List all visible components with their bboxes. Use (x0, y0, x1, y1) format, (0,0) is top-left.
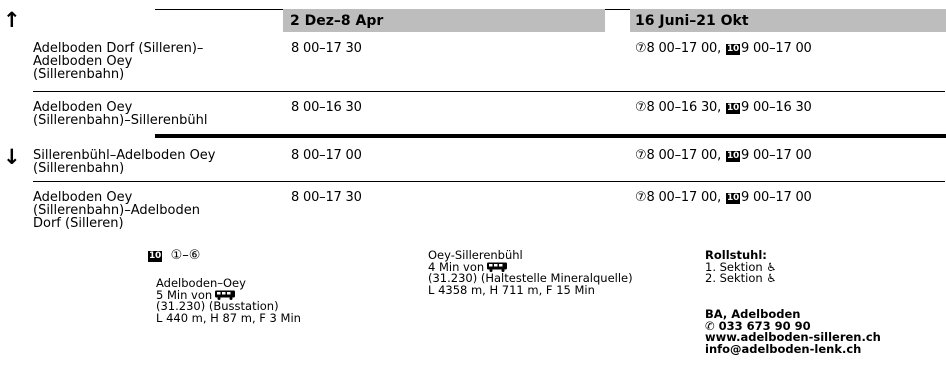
route-name (33, 191, 200, 230)
weekday-range: ①–⑥ (170, 248, 201, 263)
access-walk-time: 5 Min von (156, 287, 213, 302)
access-stats: L 4358 m, H 711 m, F 15 Min (428, 282, 595, 297)
sunday-symbol: ⑦ (635, 148, 647, 163)
route-line: Dorf (Silleren) (33, 216, 124, 231)
summer-time-1: 8 00–17 00, (646, 190, 722, 205)
sunday-symbol: ⑦ (635, 100, 647, 115)
summer-time-2: 9 00–17 00 (740, 148, 812, 163)
contact-info (705, 309, 881, 355)
wheelchair-icon: ♿ (766, 259, 777, 274)
wheelchair-item (705, 273, 777, 285)
access-stop: (31.230) (Haltestelle Mineralquelle) (428, 271, 633, 285)
footnote-10-badge: 10 (727, 151, 739, 161)
winter-period: 2 Dez–8 Apr (290, 13, 384, 29)
summer-hours (635, 191, 812, 204)
summer-time-1: 8 00–17 00, (646, 41, 722, 56)
winter-hours: 8 00–17 00 (291, 148, 362, 163)
phone-icon: ✆ (705, 318, 715, 333)
route-line: (Sillerenbahn)–Sillerenbühl (33, 113, 208, 128)
route-name (33, 149, 216, 175)
summer-period: 16 Juni–21 Okt (635, 13, 749, 29)
access-info-adelboden-oey (156, 278, 301, 324)
bus-icon (486, 262, 508, 272)
summer-time-2: 9 00–16 30 (740, 100, 812, 115)
summer-time-1: 8 00–17 00, (646, 148, 722, 163)
route-line: Sillerenbühl–Adelboden Oey (33, 148, 216, 163)
footnote-10-badge: 10 (727, 193, 739, 203)
access-stop: (31.230) (Busstation) (156, 299, 279, 313)
route-line: Adelboden Dorf (Silleren)– (33, 41, 204, 56)
summer-time-2: 9 00–17 00 (740, 190, 812, 205)
footnote-10-badge: 10 (727, 44, 739, 54)
access-title: Adelboden–Oey (156, 276, 246, 290)
winter-hours: 8 00–17 30 (291, 41, 362, 56)
access-stats: L 440 m, H 87 m, F 3 Min (156, 310, 301, 325)
summer-time-1: 8 00–16 30, (646, 100, 722, 115)
website-link[interactable]: www.adelboden-silleren.ch (705, 330, 881, 344)
row-divider (33, 181, 945, 182)
wheelchair-info (705, 250, 777, 285)
route-line: Adelboden Oey (33, 100, 133, 115)
phone-number[interactable]: 033 673 90 90 (718, 318, 811, 333)
wheelchair-section-2: 2. Sektion (705, 271, 763, 285)
footnote-10-badge: 10 (727, 103, 739, 113)
wheelchair-icon: ♿ (766, 271, 777, 285)
wheelchair-title: Rollstuhl: (705, 248, 767, 262)
route-line: Adelboden Oey (33, 190, 133, 205)
access-info-oey-sillerenbuehl (428, 250, 633, 296)
access-walk-time: 4 Min von (428, 259, 485, 274)
footnote-legend (147, 250, 200, 262)
operator-name: BA, Adelboden (705, 307, 801, 321)
sunday-symbol: ⑦ (635, 41, 647, 56)
direction-divider (155, 134, 946, 138)
summer-time-2: 9 00–17 00 (740, 41, 812, 56)
footnote-10-badge: 10 (149, 251, 161, 261)
email-link[interactable]: info@adelboden-lenk.ch (705, 341, 862, 356)
route-name (33, 101, 207, 127)
access-title: Oey-Sillerenbühl (428, 248, 523, 262)
route-line: (Sillerenbahn) (33, 161, 125, 176)
wheelchair-section-1: 1. Sektion (705, 259, 763, 274)
summer-hours (635, 101, 812, 114)
route-line: (Sillerenbahn) (33, 67, 125, 82)
row-divider (33, 91, 945, 92)
bus-icon (214, 290, 236, 300)
sunday-symbol: ⑦ (635, 190, 647, 205)
route-line: Adelboden Oey (33, 54, 133, 69)
route-line: (Sillerenbahn)–Adelboden (33, 203, 200, 218)
route-name (33, 42, 203, 81)
arrow-down-icon: ↓ (3, 145, 21, 169)
winter-hours: 8 00–16 30 (291, 100, 362, 115)
winter-hours: 8 00–17 30 (291, 190, 362, 205)
arrow-up-icon: ↑ (3, 8, 21, 32)
summer-hours (635, 42, 812, 55)
summer-hours (635, 149, 812, 162)
